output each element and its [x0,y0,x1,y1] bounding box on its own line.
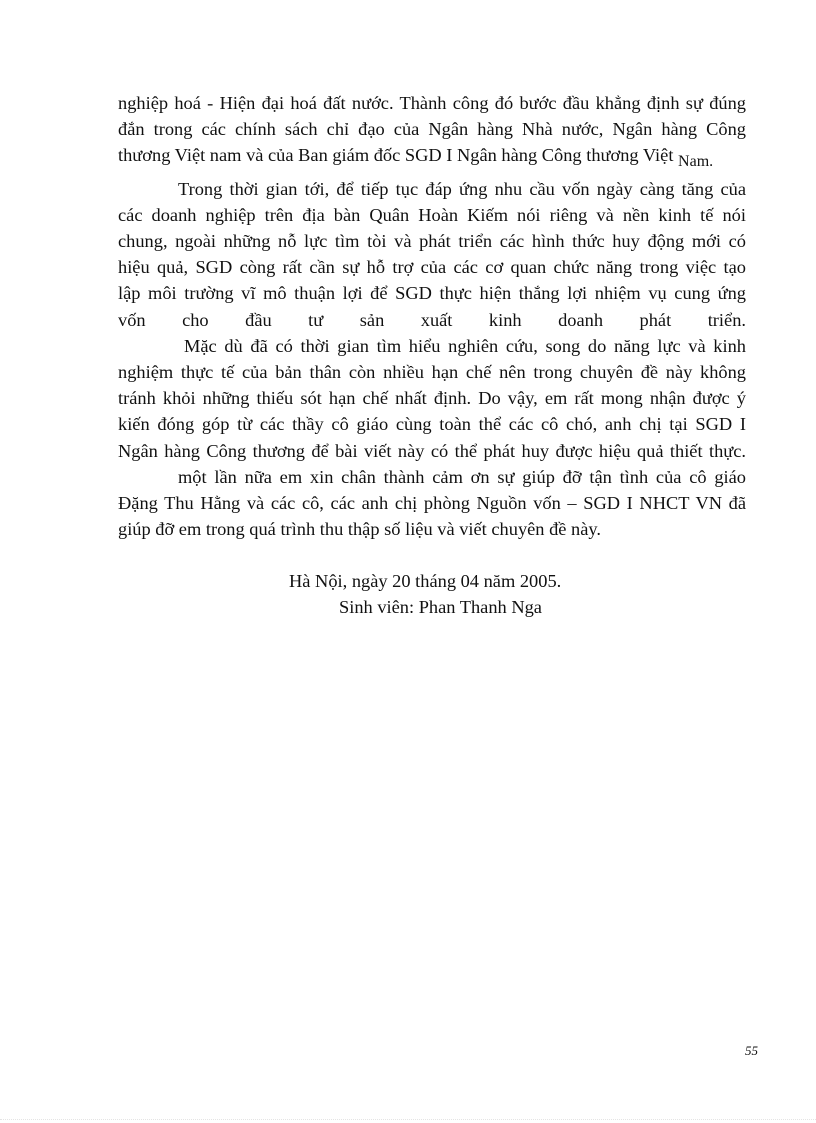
text-line: kiến đóng góp từ các thầy cô giáo cùng toàn thể các cô chó, anh chị tại SGD I [118,414,746,435]
paragraph-thanks [118,464,746,543]
page-number: 55 [745,1043,758,1058]
place-date: Hà Nội, ngày 20 tháng 04 năm 2005. [289,571,562,591]
text-line: các doanh nghiệp trên địa bàn Quân Hoàn Kiếm nói riêng và nền kinh tế nói [118,204,746,225]
paragraph-future [118,176,746,333]
text-line: vốn cho đầu tư sản xuất kinh doanh phát triển. [118,309,746,330]
text-line: nghiệm thực tế của bản thân còn nhiều hạn chế nên trong chuyên đề này không [118,362,746,383]
text-line-part: thương Việt nam và của Ban giám đốc SGD I Ngân hàng Công thương Việt [118,145,674,166]
text-line: giúp đỡ em trong quá trình thu thập số liệu và viết chuyên đề này. [118,519,602,540]
text-line-part: Nam. [678,153,714,171]
paragraph-limitations [118,333,746,464]
text-line: Trong thời gian tới, để tiếp tục đáp ứng nhu cầu vốn ngày càng tăng của [178,178,746,199]
text-line: một lần nữa em xin chân thành cảm ơn sự giúp đỡ tận tình của cô giáo [178,466,746,487]
text-line: Ngân hàng Công thương để bài viết này có thể phát huy được hiệu quả thiết thực. [118,440,746,461]
student-name: Sinh viên: Phan Thanh Nga [339,597,542,617]
text-line: Đặng Thu Hằng và các cô, các anh chị phòng Nguồn vốn – SGD I NHCT VN đã [118,493,746,514]
text-line: lập môi trường vĩ mô thuận lợi để SGD thực hiện thắng lợi nhiệm vụ cung ứng [118,283,746,304]
text-line: Mặc dù đã có thời gian tìm hiểu nghiên cứu, song do năng lực và kinh [184,335,746,356]
text-line: đắn trong các chính sách chỉ đạo của Ngân hàng Nhà nước, Ngân hàng Công [118,119,746,140]
signature-block [289,568,561,620]
body-text [118,90,746,542]
paragraph-conclusion [118,90,746,176]
text-line: hiệu quả, SGD còng rất cần sự hỗ trợ của các cơ quan chức năng trong việc tạo [118,257,746,278]
text-line: nghiệp hoá - Hiện đại hoá đất nước. Thành công đó bước đầu khẳng định sự đúng [118,93,746,113]
text-line [118,142,746,175]
page-bottom-divider [0,1119,816,1120]
text-line: chung, ngoài những nỗ lực tìm tòi và phát triển các hình thức huy động mới có [118,231,746,252]
text-line: tránh khỏi những thiếu sót hạn chế nhất định. Do vậy, em rất mong nhận được ý [118,388,746,409]
